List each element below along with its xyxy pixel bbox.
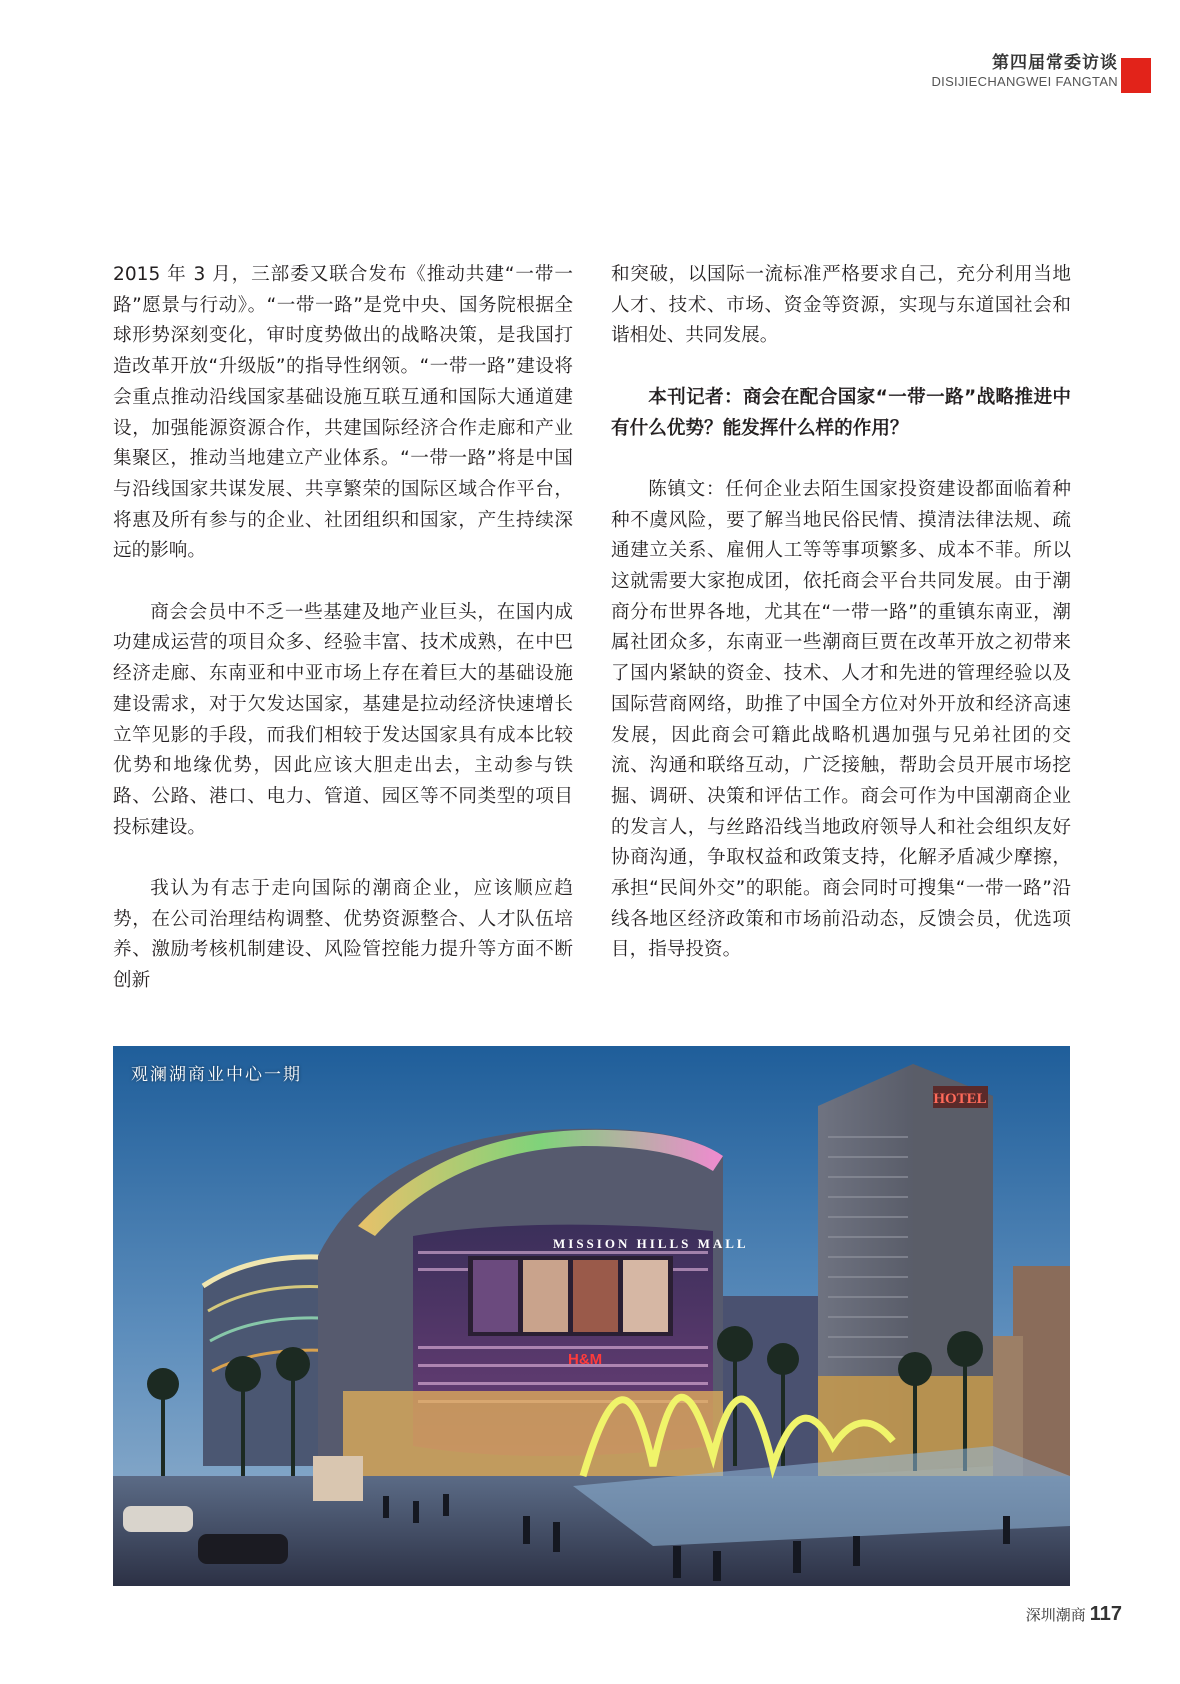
ad-panel <box>523 1260 568 1332</box>
building-photo <box>113 1046 1070 1586</box>
car <box>198 1534 288 1564</box>
left-text-column <box>113 260 573 997</box>
page-number: 117 <box>1089 1603 1122 1625</box>
photo-caption: 观澜湖商业中心一期 <box>131 1065 302 1085</box>
red-corner-mark <box>1121 58 1151 93</box>
magazine-name: 深圳潮商 <box>1025 1606 1086 1624</box>
paragraph-continued: 和突破，以国际一流标准严格要求自己，充分利用当地人才、技术、市场、资金等资源，实现与东道国社会和谐相处、共同发展。 <box>611 264 1071 347</box>
ad-panel <box>623 1260 668 1332</box>
paragraph: 我认为有志于走向国际的潮商企业，应该顺应趋势，在公司治理结构调整、优势资源整合、人才队伍培养、激励考核机制建设、风险管控能力提升等方面不断创新 <box>113 878 573 992</box>
section-subtitle: DISIJIECHANGWEI FANGTAN <box>931 74 1118 89</box>
interview-question: 本刊记者：商会在配合国家“一带一路”战略推进中有什么优势？能发挥什么样的作用？ <box>611 386 1071 439</box>
section-header <box>931 52 1118 90</box>
page-footer <box>1026 1603 1122 1626</box>
section-title: 第四届常委访谈 <box>992 53 1118 73</box>
hotel-sign: HOTEL <box>933 1091 987 1107</box>
photo-illustration <box>113 1046 1070 1586</box>
ad-panel <box>473 1260 518 1332</box>
car <box>123 1506 193 1532</box>
paragraph: 商会会员中不乏一些基建及地产业巨头，在国内成功建成运营的项目众多、经验丰富、技术成熟，在中巴经济走廊、东南亚和中亚市场上存在着巨大的基础设施建设需求，对于欠发达国家，基建是拉动经济快速增长立竿见影的手段，而我们相较于发达国家具有成本比较优势和地缘优势，因此应该大胆走出去，主动参与铁路、公路、港口、电力、管道、园区等不同类型的项目投标建设。 <box>113 601 573 838</box>
ad-panel <box>573 1260 618 1332</box>
store-sign: H&M <box>568 1351 603 1368</box>
right-text-column <box>611 260 1071 966</box>
paragraph-continued: 2015 年 3 月，三部委又联合发布《推动共建“一带一路”愿景与行动》。“一带一路”是党中央、国务院根据全球形势深刻变化，审时度势做出的战略决策，是我国打造改革开放“升级版”的指导性纲领。“一带一路”建设将会重点推动沿线国家基础设施互联互通和国际大通道建设，加强能源资源合作，共建国际经济合作走廊和产业集聚区，推动当地建立产业体系。“一带一路”将是中国与沿线国家共谋发展、共享繁荣的国际区域合作平台，将惠及所有参与的企业、社团组织和国家，产生持续深远的影响。 <box>113 264 573 562</box>
mall-sign: MISSION HILLS MALL <box>553 1236 749 1251</box>
kiosk-billboard <box>313 1456 363 1501</box>
interview-answer: 陈镇文：任何企业去陌生国家投资建设都面临着种种不虞风险，要了解当地民俗民情、摸清法律法规、疏通建立关系、雇佣人工等等事项繁多、成本不菲。所以这就需要大家抱成团，依托商会平台共同发展。由于潮商分布世界各地，尤其在“一带一路”的重镇东南亚，潮属社团众多，东南亚一些潮商巨贾在改革开放之初带来了国内紧缺的资金、技术、人才和先进的管理经验以及国际营商网络，助推了中国全方位对外开放和经济高速发展，因此商会可籍此战略机遇加强与兄弟社团的交流、沟通和联络互动，广泛接触，帮助会员开展市场挖掘、调研、决策和评估工作。商会可作为中国潮商企业的发言人，与丝路沿线当地政府领导人和社会组织友好协商沟通，争取权益和政策支持，化解矛盾减少摩擦，承担“民间外交”的职能。商会同时可搜集“一带一路”沿线各地区经济政策和市场前沿动态，反馈会员，优选项目，指导投资。 <box>611 478 1071 961</box>
